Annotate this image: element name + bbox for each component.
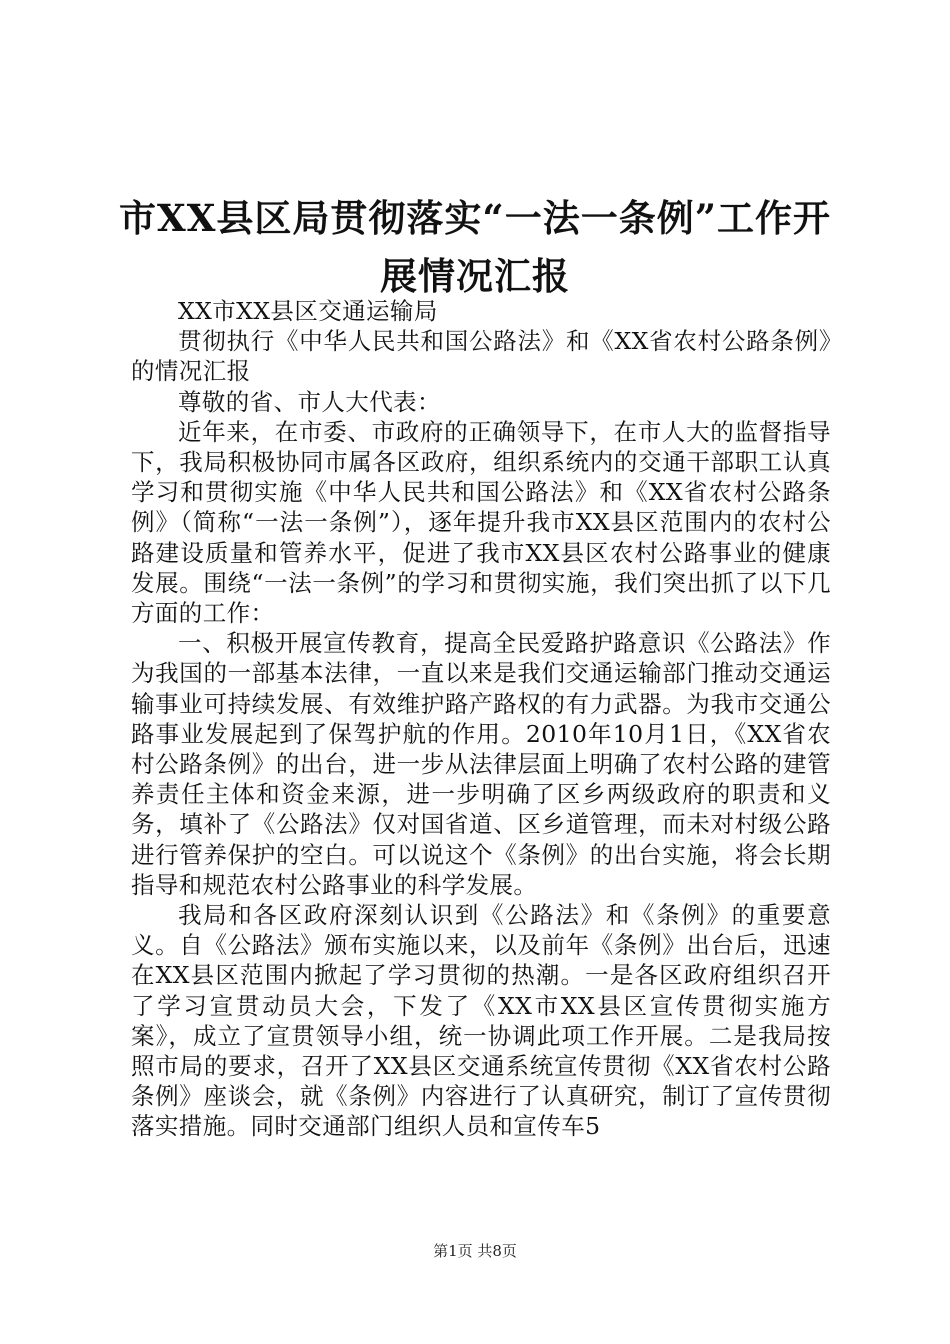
document-body bbox=[131, 296, 831, 1142]
paragraph-implementation: 我局和各区政府深刻认识到《公路法》和《条例》的重要意义。自《公路法》颁布实施以来，以及前年《条例》出台后，迅速在XX县区范围内掀起了学习贯彻的热潮。一是各区政府组织召开了学习宣贯动员大会，下发了《XX市XX县区宣传贯彻实施方案》，成立了宣贯领导小组，统一协调此项工作开展。二是我局按照市局的要求，召开了XX县区交通系统宣传贯彻《XX省农村公路条例》座谈会，就《条例》内容进行了认真研究，制订了宣传贯彻落实措施。同时交通部门组织人员和宣传车5 bbox=[131, 901, 831, 1141]
page-number-footer: 第1页 共8页 bbox=[433, 1242, 517, 1260]
document-title-line-1: 市XX县区局贯彻落实“一法一条例”工作开 bbox=[119, 196, 831, 240]
paragraph-author: XX市XX县区交通运输局 bbox=[178, 297, 438, 325]
document-title-line-2: 展情况汇报 bbox=[380, 254, 570, 298]
paragraph-subtitle: 贯彻执行《中华人民共和国公路法》和《XX省农村公路条例》的情况汇报 bbox=[131, 327, 831, 386]
paragraph-intro: 近年来，在市委、市政府的正确领导下，在市人大的监督指导下，我局积极协同市属各区政府，组织系统内的交通干部职工认真学习和贯彻实施《中华人民共和国公路法》和《XX省农村公路条例》（简称“一法一条例”），逐年提升我市XX县区范围内的农村公路建设质量和管养水平，促进了我市XX县区农村公路事业的健康发展。围绕“一法一条例”的学习和贯彻实施，我们突出抓了以下几方面的工作： bbox=[131, 417, 831, 628]
paragraph-section-one: 一、积极开展宣传教育，提高全民爱路护路意识《公路法》作为我国的一部基本法律，一直以来是我们交通运输部门推动交通运输事业可持续发展、有效维护路产路权的有力武器。为我市交通公路事业发展起到了保驾护航的作用。2010年10月1日，《XX省农村公路条例》的出台，进一步从法律层面上明确了农村公路的建管养责任主体和资金来源，进一步明确了区乡两级政府的职责和义务，填补了《公路法》仅对国省道、区乡道管理，而未对村级公路进行管养保护的空白。可以说这个《条例》的出台实施，将会长期指导和规范农村公路事业的科学发展。 bbox=[131, 629, 831, 899]
paragraph-salutation: 尊敬的省、市人大代表： bbox=[178, 387, 441, 416]
